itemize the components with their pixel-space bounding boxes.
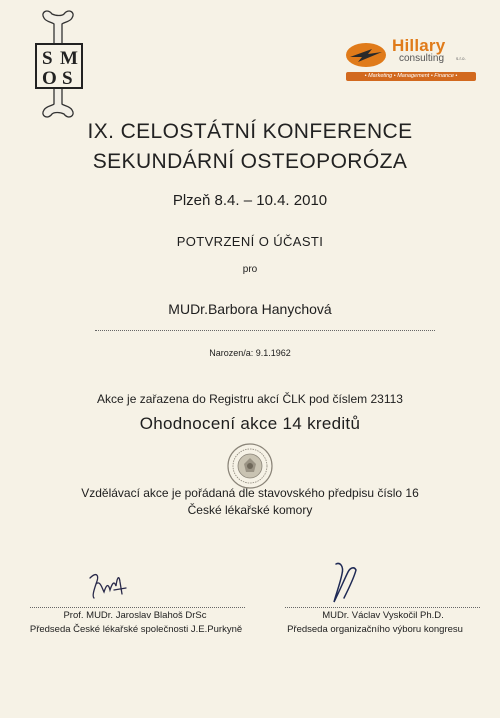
svg-text:O: O <box>42 68 57 89</box>
for-label: pro <box>242 264 258 275</box>
signature-line-right <box>285 607 480 608</box>
hillary-swoosh-icon <box>344 40 388 70</box>
confirmation-heading: POTVRZENÍ O ÚČASTI <box>176 234 324 249</box>
participant-name: MUDr.Barbora Hanychová <box>168 301 332 317</box>
signatory-right-name: MUDr. Václav Vyskočil Ph.D. <box>322 610 444 621</box>
signature-left <box>86 568 130 602</box>
smos-logo <box>30 8 88 118</box>
svg-text:S: S <box>62 68 73 89</box>
conference-title-line2: SEKUNDÁRNÍ OSTEOPORÓZA <box>92 150 408 173</box>
birth-date: Narozen/a: 9.1.1962 <box>209 348 291 358</box>
credits-text: Ohodnocení akce 14 kreditů <box>139 414 361 433</box>
signature-line-left <box>30 607 245 608</box>
signatory-left-name: Prof. MUDr. Jaroslav Blahoš DrSc <box>63 610 207 621</box>
hillary-legal-form: s.r.o. <box>456 56 466 61</box>
svg-text:S: S <box>42 48 53 69</box>
hillary-subtitle: consulting <box>399 53 445 64</box>
registration-text: Akce je zařazena do Registru akcí ČLK pod číslem 23113 <box>97 392 403 406</box>
svg-text:M: M <box>60 48 78 69</box>
participant-name-line <box>95 330 435 331</box>
hillary-consulting-logo <box>344 38 486 88</box>
regulation-line2: České lékařské komory <box>187 503 313 517</box>
regulation-line1: Vzdělávací akce je pořádaná dle stavovského předpisu číslo 16 <box>81 486 419 500</box>
hillary-name: Hillary <box>392 36 446 55</box>
hillary-tagline-strip: • Marketing • Management • Finance • <box>346 72 476 81</box>
signatory-left-role: Předseda České lékařské společnosti J.E.Purkyně <box>29 624 243 635</box>
signature-right <box>318 560 368 608</box>
conference-title-line1: IX. CELOSTÁTNÍ KONFERENCE <box>87 120 413 143</box>
seal-stamp-icon <box>226 442 274 490</box>
signatory-right-role: Předseda organizačního výboru kongresu <box>287 624 463 635</box>
conference-dates: Plzeň 8.4. – 10.4. 2010 <box>172 192 328 209</box>
